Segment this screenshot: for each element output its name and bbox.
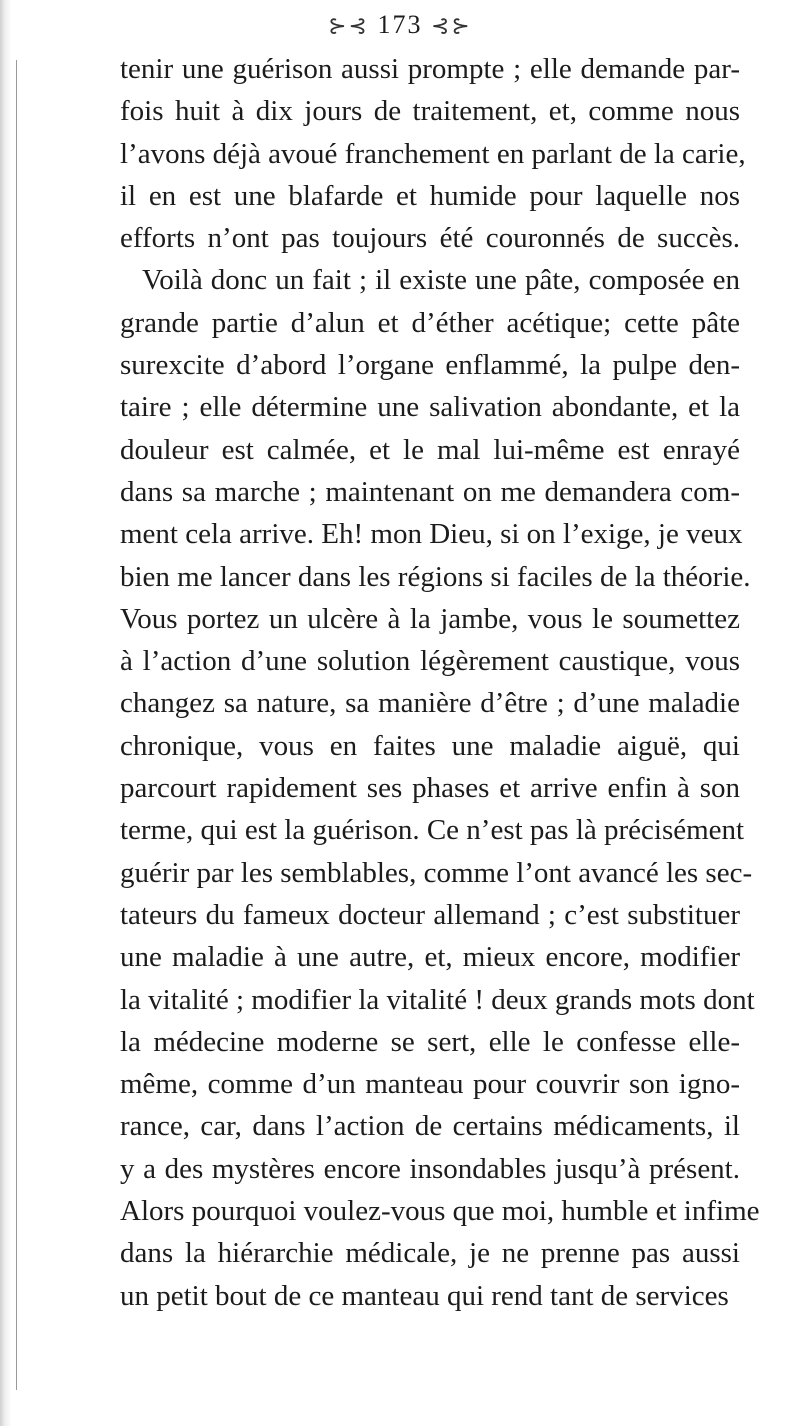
body-text [120, 48, 760, 1317]
ornament-left-icon: ⊱⊰ [328, 13, 369, 38]
text-line: l’avons déjà avoué franchement en parlant de la carie, [120, 137, 746, 170]
text-line: y a des mystères encore insondables jusqu’à présent. [120, 1152, 740, 1185]
text-line: douleur est calmée, et le mal lui-même est enrayé [120, 433, 740, 466]
text-line: bien me lancer dans les régions si faciles de la théorie. [120, 560, 751, 593]
text-line: fois huit à dix jours de traitement, et, comme nous [120, 95, 740, 128]
text-line: ment cela arrive. Eh! mon Dieu, si on l’exige, je veux [120, 518, 743, 551]
page-header [0, 10, 800, 40]
text-line: Vous portez un ulcère à la jambe, vous le soumettez [120, 602, 740, 635]
text-line: chronique, vous en faites une maladie aiguë, qui [120, 729, 740, 762]
text-line: guérir par les semblables, comme l’ont avancé les sec- [120, 856, 753, 889]
page-number: 173 [377, 10, 423, 39]
text-line: efforts n’ont pas toujours été couronnés de succès. [120, 222, 740, 255]
text-line: un petit bout de ce manteau qui rend tant de services [120, 1279, 729, 1312]
text-line: Voilà donc un fait ; il existe une pâte, composée en [142, 264, 740, 297]
text-line: tenir une guérison aussi prompte ; elle demande par- [120, 53, 740, 85]
text-line: rance, car, dans l’action de certains médicaments, il [120, 1110, 740, 1143]
text-line: parcourt rapidement ses phases et arrive enfin à son [120, 772, 740, 805]
text-line: Alors pourquoi voulez-vous que moi, humble et infime [120, 1195, 760, 1228]
text-line: il en est une blafarde et humide pour laquelle nos [120, 179, 740, 212]
text-line: changez sa nature, sa manière d’être ; d’une maladie [120, 687, 740, 720]
text-line: même, comme d’un manteau pour couvrir son igno- [120, 1068, 740, 1101]
gutter-line [16, 60, 17, 1390]
page-spine-shadow [0, 0, 12, 1426]
text-line: à l’action d’une solution légèrement caustique, vous [120, 645, 740, 678]
text-line: taire ; elle détermine une salivation abondante, et la [120, 391, 740, 424]
text-line: tateurs du fameux docteur allemand ; c’est substituer [120, 898, 740, 931]
text-line: surexcite d’abord l’organe enflammé, la pulpe den- [120, 349, 740, 382]
text-line: la médecine moderne se sert, elle le confesse elle- [120, 1025, 740, 1058]
text-line: la vitalité ; modifier la vitalité ! deux grands mots dont [120, 983, 755, 1016]
text-line: dans la hiérarchie médicale, je ne prenne pas aussi [120, 1237, 740, 1270]
text-line: dans sa marche ; maintenant on me demandera com- [120, 475, 740, 508]
text-line: grande partie d’alun et d’éther acétique; cette pâte [120, 306, 740, 339]
text-line: une maladie à une autre, et, mieux encore, modifier [120, 941, 740, 974]
text-line: terme, qui est la guérison. Ce n’est pas là précisément [120, 814, 745, 847]
ornament-right-icon: ⊰⊱ [431, 13, 472, 38]
